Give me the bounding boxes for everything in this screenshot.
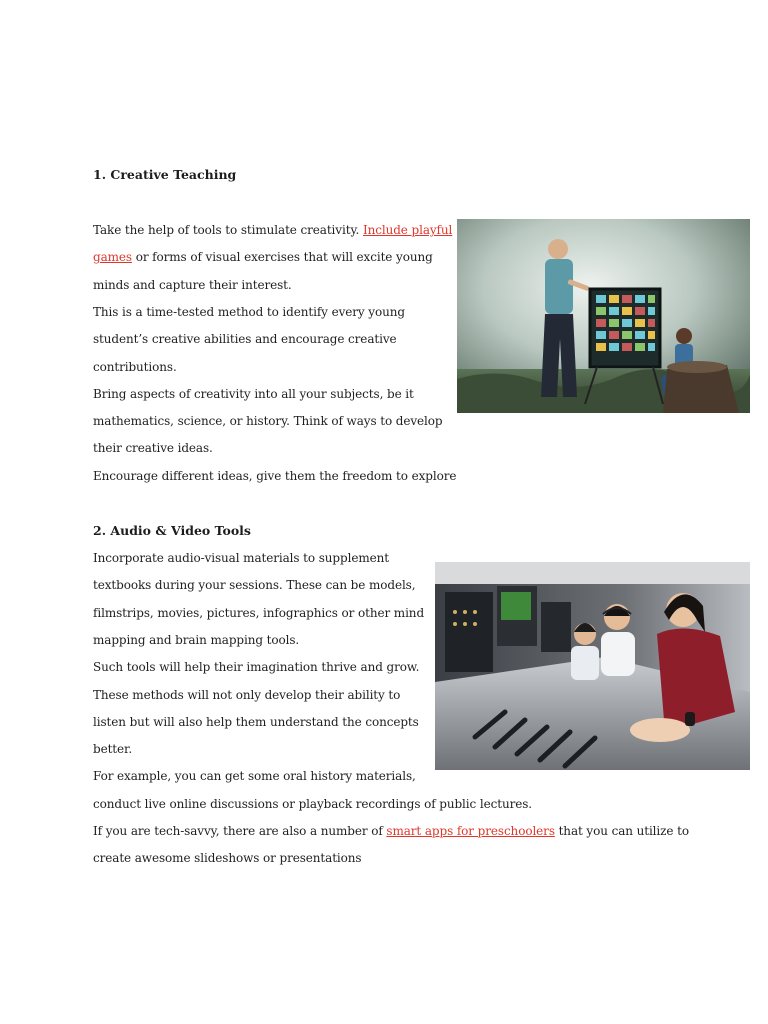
body-text: create awesome slideshows or presentations [93,851,362,866]
section-1-line-7 [93,386,414,402]
section-1-line-10 [93,468,456,484]
body-text: or forms of visual exercises that will excite young [131,250,433,265]
section-2-line-5 [93,659,419,675]
section-2-heading: 2. Audio & Video Tools [93,523,251,538]
section-2-line-6 [93,687,400,703]
section-1-heading: 1. Creative Teaching [93,167,237,182]
body-text: filmstrips, movies, pictures, infographics or other mind [93,605,425,620]
body-text: conduct live online discussions or playback recordings of public lectures. [93,796,532,811]
body-text: If you are tech-savvy, there are also a number of [93,824,387,838]
body-text: contributions. [93,359,177,374]
body-text: listen but will also help them understand the concepts [93,714,419,729]
body-text: their creative ideas. [93,441,213,456]
section-2-line-4 [93,632,299,648]
section-2-line-3 [93,605,424,621]
section-2-line-12 [93,850,361,866]
section-1-line-5 [93,331,397,347]
section-1-line-1 [93,222,452,238]
body-text: Take the help of tools to stimulate creativity. [93,223,363,237]
teacher-with-board-photo [457,219,750,413]
body-text: Such tools will help their imagination thrive and grow. [93,660,420,675]
body-text: mapping and brain mapping tools. [93,632,300,647]
body-text: that you can utilize to [554,824,689,838]
body-text: This is a time-tested method to identify every young [93,304,405,319]
body-text: minds and capture their interest. [93,277,292,292]
body-text: mathematics, science, or history. Think of ways to develop [93,414,443,429]
body-text: These methods will not only develop their ability to [93,687,401,702]
section-2-line-7 [93,714,419,730]
section-1-line-3 [93,277,292,293]
section-1-line-6 [93,359,177,375]
body-text: For example, you can get some oral history materials, [93,769,416,784]
body-text: Encourage different ideas, give them the freedom to explore [93,468,457,483]
body-text: better. [93,742,133,757]
section-2-line-9 [93,768,416,784]
body-text: Bring aspects of creativity into all your subjects, be it [93,386,414,401]
section-2-line-1 [93,550,389,566]
section-2-line-10 [93,796,532,812]
section-1-line-9 [93,440,213,456]
section-1-line-2 [93,249,433,265]
section-2-line-8 [93,741,132,757]
students-at-mixing-console-photo [435,562,750,770]
inline-link[interactable]: Include playful [362,223,453,237]
body-text: student’s creative abilities and encourage creative [93,332,397,347]
inline-link[interactable]: smart apps for preschoolers [386,824,555,838]
inline-link[interactable]: games [93,250,132,265]
section-1-line-8 [93,413,443,429]
body-text: Incorporate audio-visual materials to supplement [93,551,389,565]
body-text: textbooks during your sessions. These can be models, [93,578,416,593]
section-2-line-11 [93,823,689,839]
section-1-line-4 [93,304,405,320]
section-2-line-2 [93,577,415,593]
